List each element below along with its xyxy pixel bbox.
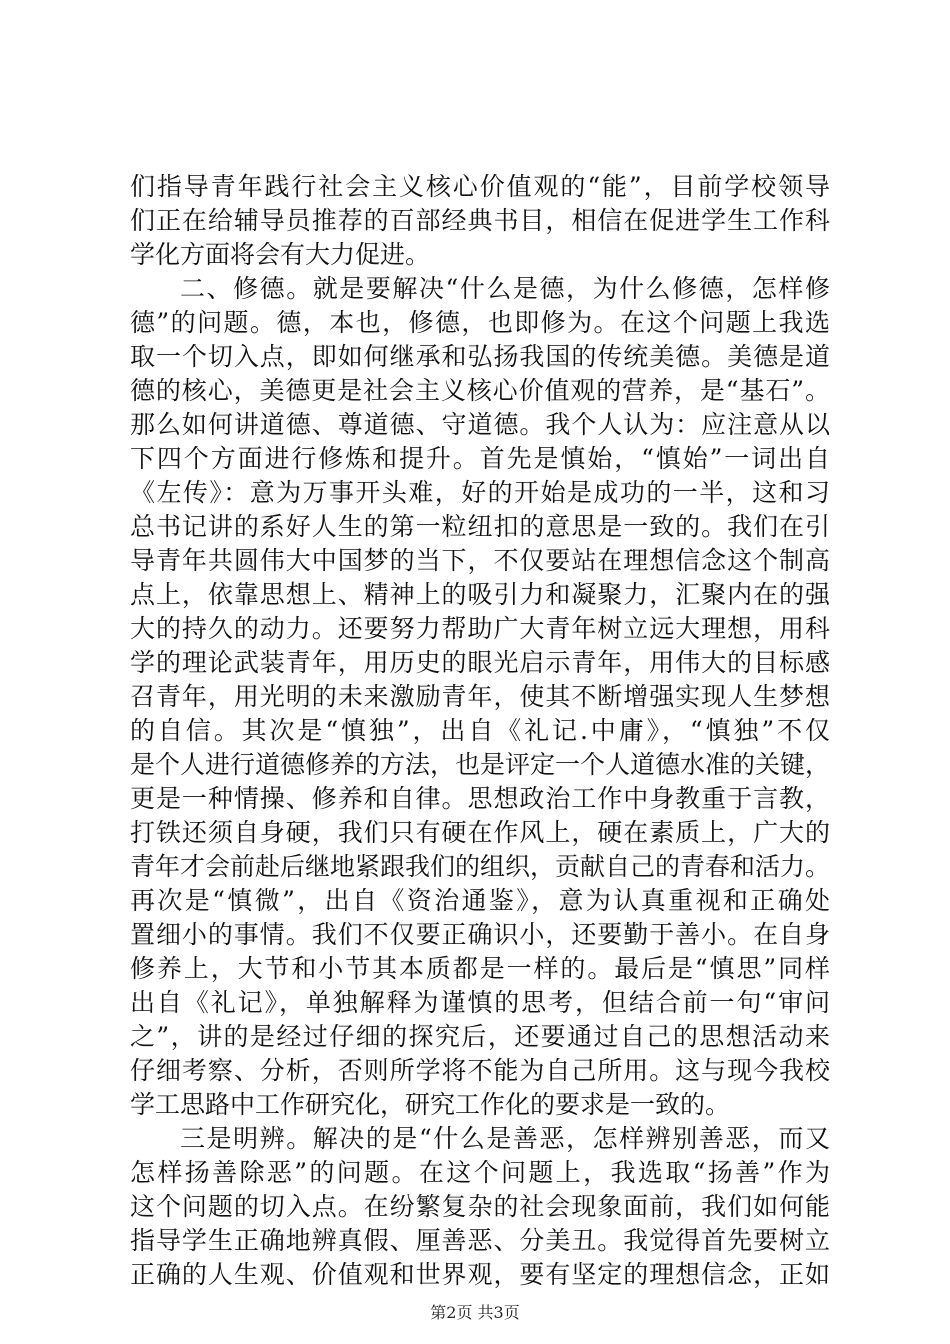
text-line: 学的理论武装青年，用历史的眼光启示青年，用伟大的目标感 — [130, 648, 830, 677]
text-line: 出自《礼记》，单独解释为谨慎的思考，但结合前一句“审问 — [130, 988, 830, 1017]
text-line: 之”，讲的是经过仔细的探究后，还要通过自己的思想活动来 — [130, 1022, 830, 1051]
page-number-label: 第2页 共3页 — [430, 1303, 520, 1322]
text-line: 大的持久的动力。还要努力帮助广大青年树立远大理想，用科 — [130, 614, 830, 643]
text-line: 置细小的事情。我们不仅要正确识小，还要勤于善小。在自身 — [130, 920, 830, 949]
text-line: 总书记讲的系好人生的第一粒纽扣的意思是一致的。我们在引 — [130, 512, 830, 541]
text-line: 导青年共圆伟大中国梦的当下，不仅要站在理想信念这个制高 — [130, 546, 830, 575]
text-line: 取一个切入点，即如何继承和弘扬我国的传统美德。美德是道 — [130, 342, 830, 371]
text-line: 召青年，用光明的未来激励青年，使其不断增强实现人生梦想 — [130, 682, 830, 711]
text-line: 修养上，大节和小节其本质都是一样的。最后是“慎思”同样 — [130, 954, 830, 983]
text-line: 的自信。其次是“慎独”，出自《礼记.中庸》，“慎独”不仅 — [130, 716, 830, 745]
text-line: 点上，依靠思想上、精神上的吸引力和凝聚力，汇聚内在的强 — [130, 580, 830, 609]
text-line: 仔细考察、分析，否则所学将不能为自己所用。这与现今我校 — [130, 1056, 830, 1085]
text-line: 青年才会前赴后继地紧跟我们的组织，贡献自己的青春和活力。 — [130, 852, 831, 881]
text-line: 三是明辨。解决的是“什么是善恶，怎样辨别善恶，而又 — [180, 1124, 830, 1153]
text-line: 学工思路中工作研究化，研究工作化的要求是一致的。 — [130, 1090, 731, 1119]
text-line: 怎样扬善除恶”的问题。在这个问题上，我选取“扬善”作为 — [130, 1158, 830, 1187]
body-text — [130, 170, 830, 1292]
text-line: 打铁还须自身硬，我们只有硬在作风上，硬在素质上，广大的 — [130, 818, 830, 847]
text-line: 这个问题的切入点。在纷繁复杂的社会现象面前，我们如何能 — [130, 1192, 830, 1221]
text-line: 更是一种情操、修养和自律。思想政治工作中身教重于言教， — [130, 784, 830, 813]
text-line: 那么如何讲道德、尊道德、守道德。我个人认为：应注意从以 — [130, 410, 830, 439]
text-line: 是个人进行道德修养的方法，也是评定一个人道德水准的关键， — [130, 750, 831, 779]
text-line: 指导学生正确地辨真假、厘善恶、分美丑。我觉得首先要树立 — [130, 1226, 830, 1255]
page-footer — [0, 1302, 950, 1324]
text-line: 《左传》：意为万事开头难，好的开始是成功的一半，这和习 — [130, 478, 830, 507]
text-line: 二、修德。就是要解决“什么是德，为什么修德，怎样修 — [180, 274, 830, 303]
text-line: 德”的问题。德，本也，修德，也即修为。在这个问题上我选 — [130, 308, 830, 337]
text-line: 们指导青年践行社会主义核心价值观的“能”，目前学校领导 — [130, 172, 830, 201]
text-line: 下四个方面进行修炼和提升。首先是慎始，“慎始”一词出自 — [130, 444, 830, 473]
text-line: 学化方面将会有大力促进。 — [130, 240, 431, 269]
text-line: 们正在给辅导员推荐的百部经典书目，相信在促进学生工作科 — [130, 206, 830, 235]
text-line: 德的核心，美德更是社会主义核心价值观的营养，是“基石”。 — [130, 376, 830, 405]
text-line: 正确的人生观、价值观和世界观，要有坚定的理想信念，正如 — [130, 1260, 830, 1289]
text-line: 再次是“慎微”，出自《资治通鉴》，意为认真重视和正确处 — [130, 886, 830, 915]
